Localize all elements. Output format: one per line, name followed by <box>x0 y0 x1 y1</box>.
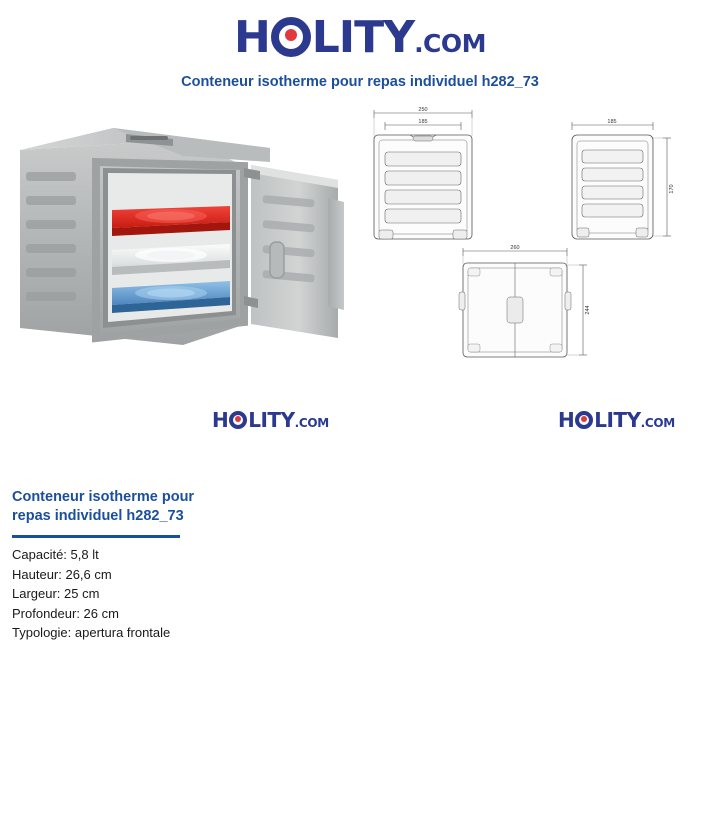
list-item: Hauteur: 26,6 cm <box>12 566 112 582</box>
dim-top-depth: 244 <box>585 305 591 315</box>
o-ring-logo-icon <box>229 411 247 429</box>
drawing-side-view <box>572 119 675 239</box>
spec-list <box>12 545 412 643</box>
o-ring-logo-icon <box>575 411 593 429</box>
holity-logo <box>233 12 487 63</box>
technical-drawings <box>355 102 713 392</box>
dim-front-inner: 185 <box>418 119 428 125</box>
content-area <box>0 102 720 462</box>
list-item: Largeur: 25 cm <box>12 586 100 601</box>
logo-text-lity: LITY <box>248 408 295 432</box>
title-divider <box>12 535 180 538</box>
product-info <box>12 488 412 659</box>
logo-text-dotcom: .COM <box>294 416 329 430</box>
dim-front-outer: 250 <box>418 107 428 113</box>
dim-side-top: 185 <box>607 119 617 125</box>
list-item: Typologie: apertura frontale <box>12 625 171 640</box>
watermark-logo-right <box>558 410 675 431</box>
product-name-line2: repas individuel h282_73 <box>12 508 184 524</box>
watermark-logos <box>0 402 720 452</box>
logo-text-h: H <box>233 12 270 63</box>
brand-logo-header <box>0 0 720 63</box>
page-title: Conteneur isotherme pour repas individuel h282_73 <box>181 74 539 90</box>
logo-text-lity: LITY <box>311 12 415 63</box>
dim-side-height: 170 <box>669 184 675 194</box>
watermark-logo-left <box>212 410 329 431</box>
o-ring-logo-icon <box>271 17 311 57</box>
logo-text-lity: LITY <box>594 408 641 432</box>
logo-text-dotcom: .COM <box>640 416 675 430</box>
logo-text-h: H <box>558 408 575 432</box>
drawing-top-view <box>459 245 591 357</box>
product-photo <box>8 110 348 370</box>
product-name-line1: Conteneur isotherme pour <box>12 489 195 505</box>
list-item: Profondeur: 26 cm <box>12 605 119 621</box>
drawing-front-view <box>374 107 472 239</box>
dim-top-width: 260 <box>510 245 520 251</box>
logo-text-dotcom: .COM <box>414 29 487 58</box>
product-name <box>12 488 227 526</box>
logo-text-h: H <box>212 408 229 432</box>
list-item: Capacité: 5,8 lt <box>12 547 99 562</box>
